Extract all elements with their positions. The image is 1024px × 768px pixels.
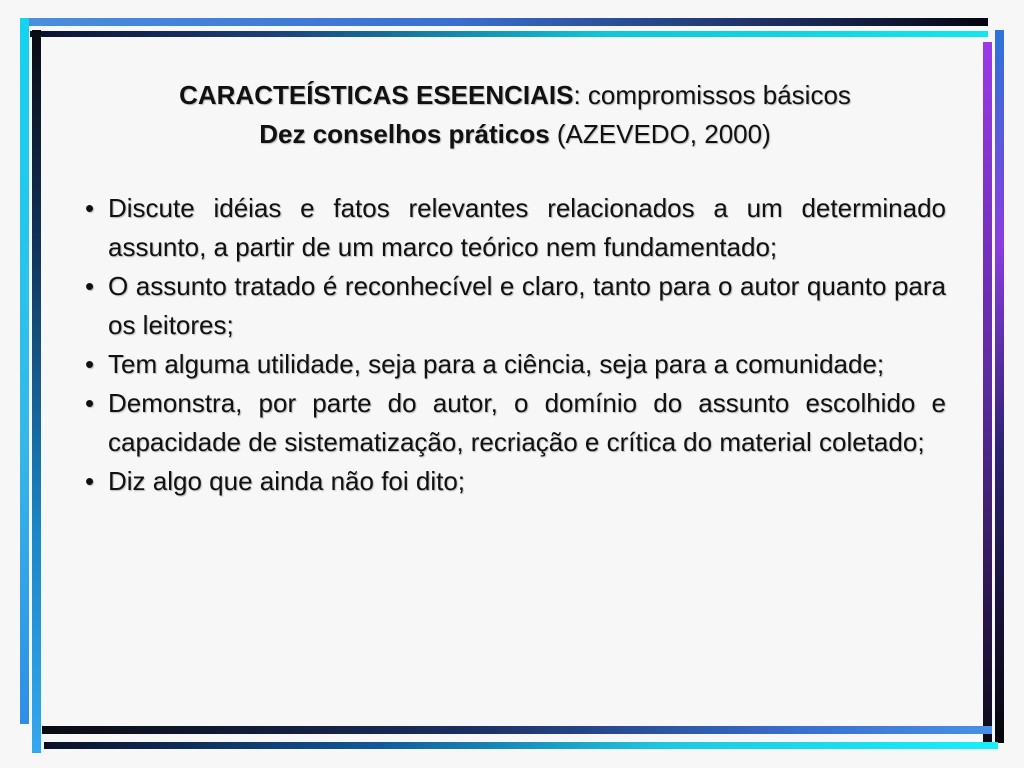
bullet-icon: • [85,193,95,223]
frame-bar-right-inner [983,42,992,742]
frame-bar-top-inner [30,31,988,37]
bullet-item [84,345,946,384]
title-rest-2: (AZEVEDO, 2000) [549,119,771,149]
frame-bar-bottom-inner [42,726,992,734]
slide-title-line-1 [84,76,946,115]
bullet-text: Demonstra, por parte do autor, o domínio do assunto escolhido e capacidade de sistematização, recriação e crítica do material coletado; [108,388,946,457]
title-rest-1: : compromissos básicos [573,80,851,110]
slide-title-line-2 [84,115,946,154]
bullet-text: Discute idéias e fatos relevantes relacionados a um determinado assunto, a partir de um marco teórico nem fundamentado; [108,193,946,262]
bullet-item [84,384,946,462]
bullet-icon: • [85,349,95,379]
bullet-item [84,462,946,501]
bullet-text: Tem alguma utilidade, seja para a ciência, seja para a comunidade; [108,349,885,379]
frame-bar-bottom-outer [44,742,998,749]
bullet-text: O assunto tratado é reconhecível e claro, tanto para o autor quanto para os leitores; [108,271,946,340]
bullet-list [84,189,946,501]
bullet-item [84,267,946,345]
bullet-icon: • [85,388,95,418]
bullet-icon: • [85,466,95,496]
slide-content [84,76,946,501]
bullet-icon: • [85,271,95,301]
title-bold-2: Dez conselhos práticos [259,119,550,149]
frame-bar-top-outer [20,18,988,26]
frame-bar-right-outer [995,30,1004,743]
bullet-item [84,189,946,267]
title-bold-1: CARACTEÍSTICAS ESEENCIAIS [179,80,574,110]
bullet-text: Diz algo que ainda não foi dito; [108,466,466,496]
frame-bar-left-inner [32,30,41,753]
frame-bar-left-outer [20,18,29,724]
